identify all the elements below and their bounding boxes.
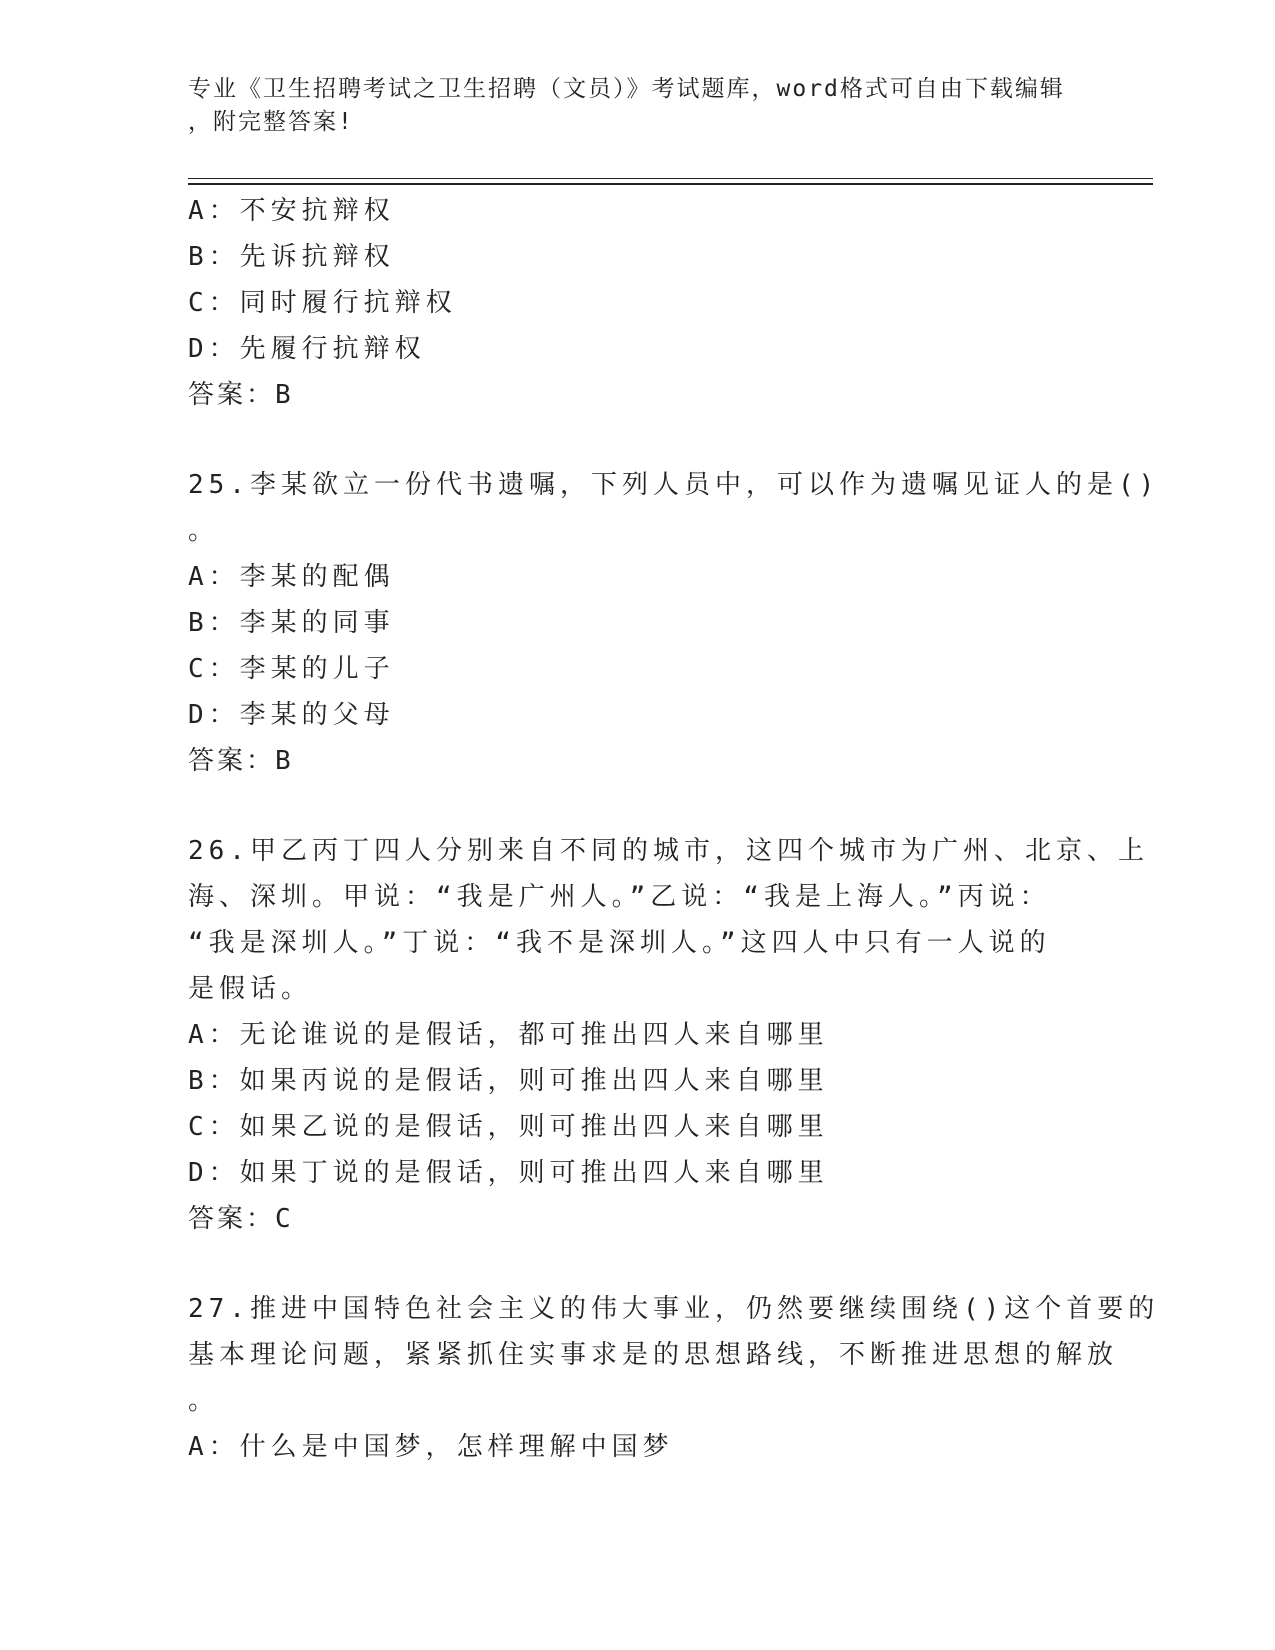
question-27 — [188, 1286, 1160, 1470]
option-d: D：先履行抗辩权 — [188, 334, 426, 364]
question-24 — [188, 188, 1088, 418]
question-stem-line: “我是深圳人。”丁说：“我不是深圳人。”这四人中只有一人说的 — [188, 928, 1051, 958]
spacer — [188, 418, 1088, 462]
header-divider-thin — [188, 178, 1153, 179]
option-a: A：李某的配偶 — [188, 562, 395, 592]
spacer — [188, 784, 1088, 828]
option-c: C：如果乙说的是假话，则可推出四人来自哪里 — [188, 1112, 829, 1142]
question-stem-line: 海、深圳。甲说：“我是广州人。”乙说：“我是上海人。”丙说： — [188, 882, 1051, 912]
question-stem-line: 。 — [188, 1386, 220, 1416]
question-stem-line: 。 — [188, 516, 220, 546]
question-list — [188, 188, 1160, 1470]
question-stem-line: 26.甲乙丙丁四人分别来自不同的城市，这四个城市为广州、北京、上 — [188, 836, 1149, 866]
header-divider-thick — [188, 183, 1153, 185]
option-a: A：不安抗辩权 — [188, 196, 395, 226]
option-d: D：如果丁说的是假话，则可推出四人来自哪里 — [188, 1158, 829, 1188]
option-c: C：同时履行抗辩权 — [188, 288, 457, 318]
question-stem-line: 是假话。 — [188, 974, 313, 1004]
header-line-1: 专业《卫生招聘考试之卫生招聘（文员）》考试题库，word格式可自由下载编辑 — [188, 76, 1065, 102]
option-a: A：什么是中国梦，怎样理解中国梦 — [188, 1432, 674, 1462]
question-stem-line: 27.推进中国特色社会主义的伟大事业，仍然要继续围绕()这个首要的 — [188, 1294, 1160, 1324]
question-26 — [188, 828, 1149, 1242]
document-header — [188, 73, 1068, 139]
spacer — [188, 1242, 1088, 1286]
option-d: D：李某的父母 — [188, 700, 395, 730]
answer: 答案：B — [188, 380, 294, 410]
option-a: A：无论谁说的是假话，都可推出四人来自哪里 — [188, 1020, 829, 1050]
answer: 答案：C — [188, 1204, 294, 1234]
option-b: B：先诉抗辩权 — [188, 242, 395, 272]
question-stem-line: 基本理论问题，紧紧抓住实事求是的思想路线，不断推进思想的解放 — [188, 1340, 1119, 1370]
option-c: C：李某的儿子 — [188, 654, 395, 684]
question-25 — [188, 462, 1160, 784]
question-stem-line: 25.李某欲立一份代书遗嘱，下列人员中，可以作为遗嘱见证人的是() — [188, 470, 1160, 500]
option-b: B：如果丙说的是假话，则可推出四人来自哪里 — [188, 1066, 829, 1096]
answer: 答案：B — [188, 746, 294, 776]
header-line-2: ，附完整答案! — [188, 109, 354, 135]
option-b: B：李某的同事 — [188, 608, 395, 638]
